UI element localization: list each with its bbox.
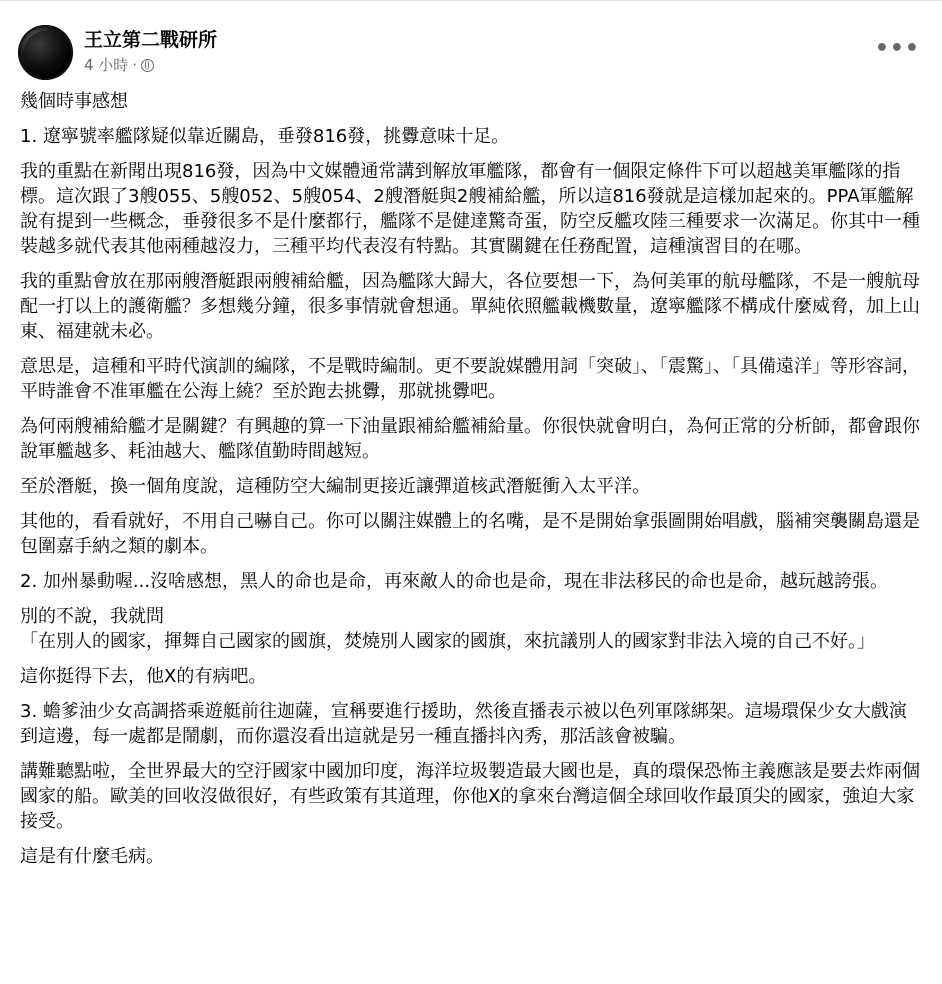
- post-paragraph: 我的重點會放在那兩艘潛艇跟兩艘補給艦，因為艦隊大歸大，各位要想一下，為何美軍的航母艦隊，不是一艘航母配一打以上的護衛艦？多想幾分鐘，很多事情就會想通。單純依照艦載機數量，遼寧艦隊不構成什麼威脅，加上山東、福建就未必。: [20, 271, 920, 342]
- meta-separator: ·: [132, 56, 138, 74]
- post-paragraph: 這你挺得下去，他X的有病吧。: [20, 666, 267, 687]
- post-paragraph: 這是有什麼毛病。: [20, 846, 164, 867]
- post-paragraph: 3. 蟾爹油少女高調搭乘遊艇前往迦薩，宣稱要進行援助，然後直播表示被以色列軍隊綁架。這場環保少女大戲演到這邊，每一處都是鬧劇，而你還沒看出這就是另一種直播抖內秀，那活該會被騙。: [20, 701, 907, 747]
- post-paragraph: 至於潛艇，換一個角度說，這種防空大編制更接近讓彈道核武潛艇衝入太平洋。: [20, 476, 650, 497]
- post-paragraph: 其他的，看看就好，不用自己嚇自己。你可以關注媒體上的名嘴，是不是開始拿張圖開始唱戲，腦補突襲關島還是包圍嘉手納之類的劇本。: [20, 511, 920, 557]
- post-paragraph: 別的不說，我就問 「在別人的國家，揮舞自己國家的國旗，焚燒別人國家的國旗，來抗議別人的國家對非法入境的自己不好。」: [20, 606, 875, 652]
- post-paragraph: 1. 遼寧號率艦隊疑似靠近關島，垂發816發，挑釁意味十足。: [20, 126, 510, 147]
- post-paragraph: 講難聽點啦，全世界最大的空汙國家中國加印度，海洋垃圾製造最大國也是，真的環保恐怖主義應該是要去炸兩個國家的船。歐美的回收沒做很好，有些政策有其道理，你他X的拿來台灣這個全球回收作最頂尖的國家，強迫大家接受。: [20, 761, 920, 832]
- globe-icon[interactable]: [141, 59, 154, 72]
- avatar[interactable]: [18, 25, 73, 80]
- post-paragraph: 為何兩艘補給艦才是關鍵？有興趣的算一下油量跟補給艦補給量。你很快就會明白，為何正常的分析師，都會跟你說軍艦越多、耗油越大、艦隊值勤時間越短。: [20, 416, 920, 462]
- post-content: [20, 89, 924, 879]
- post-timestamp[interactable]: 4 小時: [84, 56, 129, 74]
- more-options-icon[interactable]: •••: [874, 36, 920, 61]
- post-meta: [84, 55, 154, 75]
- post-header: [18, 25, 924, 81]
- post-paragraph: 2. 加州暴動喔...沒啥感想，黑人的命也是命，再來敵人的命也是命，現在非法移民的命也是命，越玩越誇張。: [20, 571, 889, 592]
- post-paragraph: 幾個時事感想: [20, 91, 128, 112]
- author-name[interactable]: 王立第二戰研所: [84, 29, 218, 51]
- post-paragraph: 意思是，這種和平時代演訓的編隊，不是戰時編制。更不要說媒體用詞「突破」、「震驚」、「具備遠洋」等形容詞，平時誰會不准軍艦在公海上繞？至於跑去挑釁，那就挑釁吧。: [20, 356, 920, 402]
- post-paragraph: 我的重點在新聞出現816發，因為中文媒體通常講到解放軍艦隊，都會有一個限定條件下可以超越美軍艦隊的指標。這次跟了3艘055、5艘052、5艘054、2艘潛艇與2艘補給艦，所以這816發就是這樣加起來的。PPA軍艦解說有提到一些概念，垂發很多不是什麼都行，艦隊不是健達驚奇蛋，防空反艦攻陸三種要求一次滿足。你其中一種裝越多就代表其他兩種越沒力，三種平均代表沒有特點。其實關鍵在任務配置，這種演習目的在哪。: [20, 161, 920, 257]
